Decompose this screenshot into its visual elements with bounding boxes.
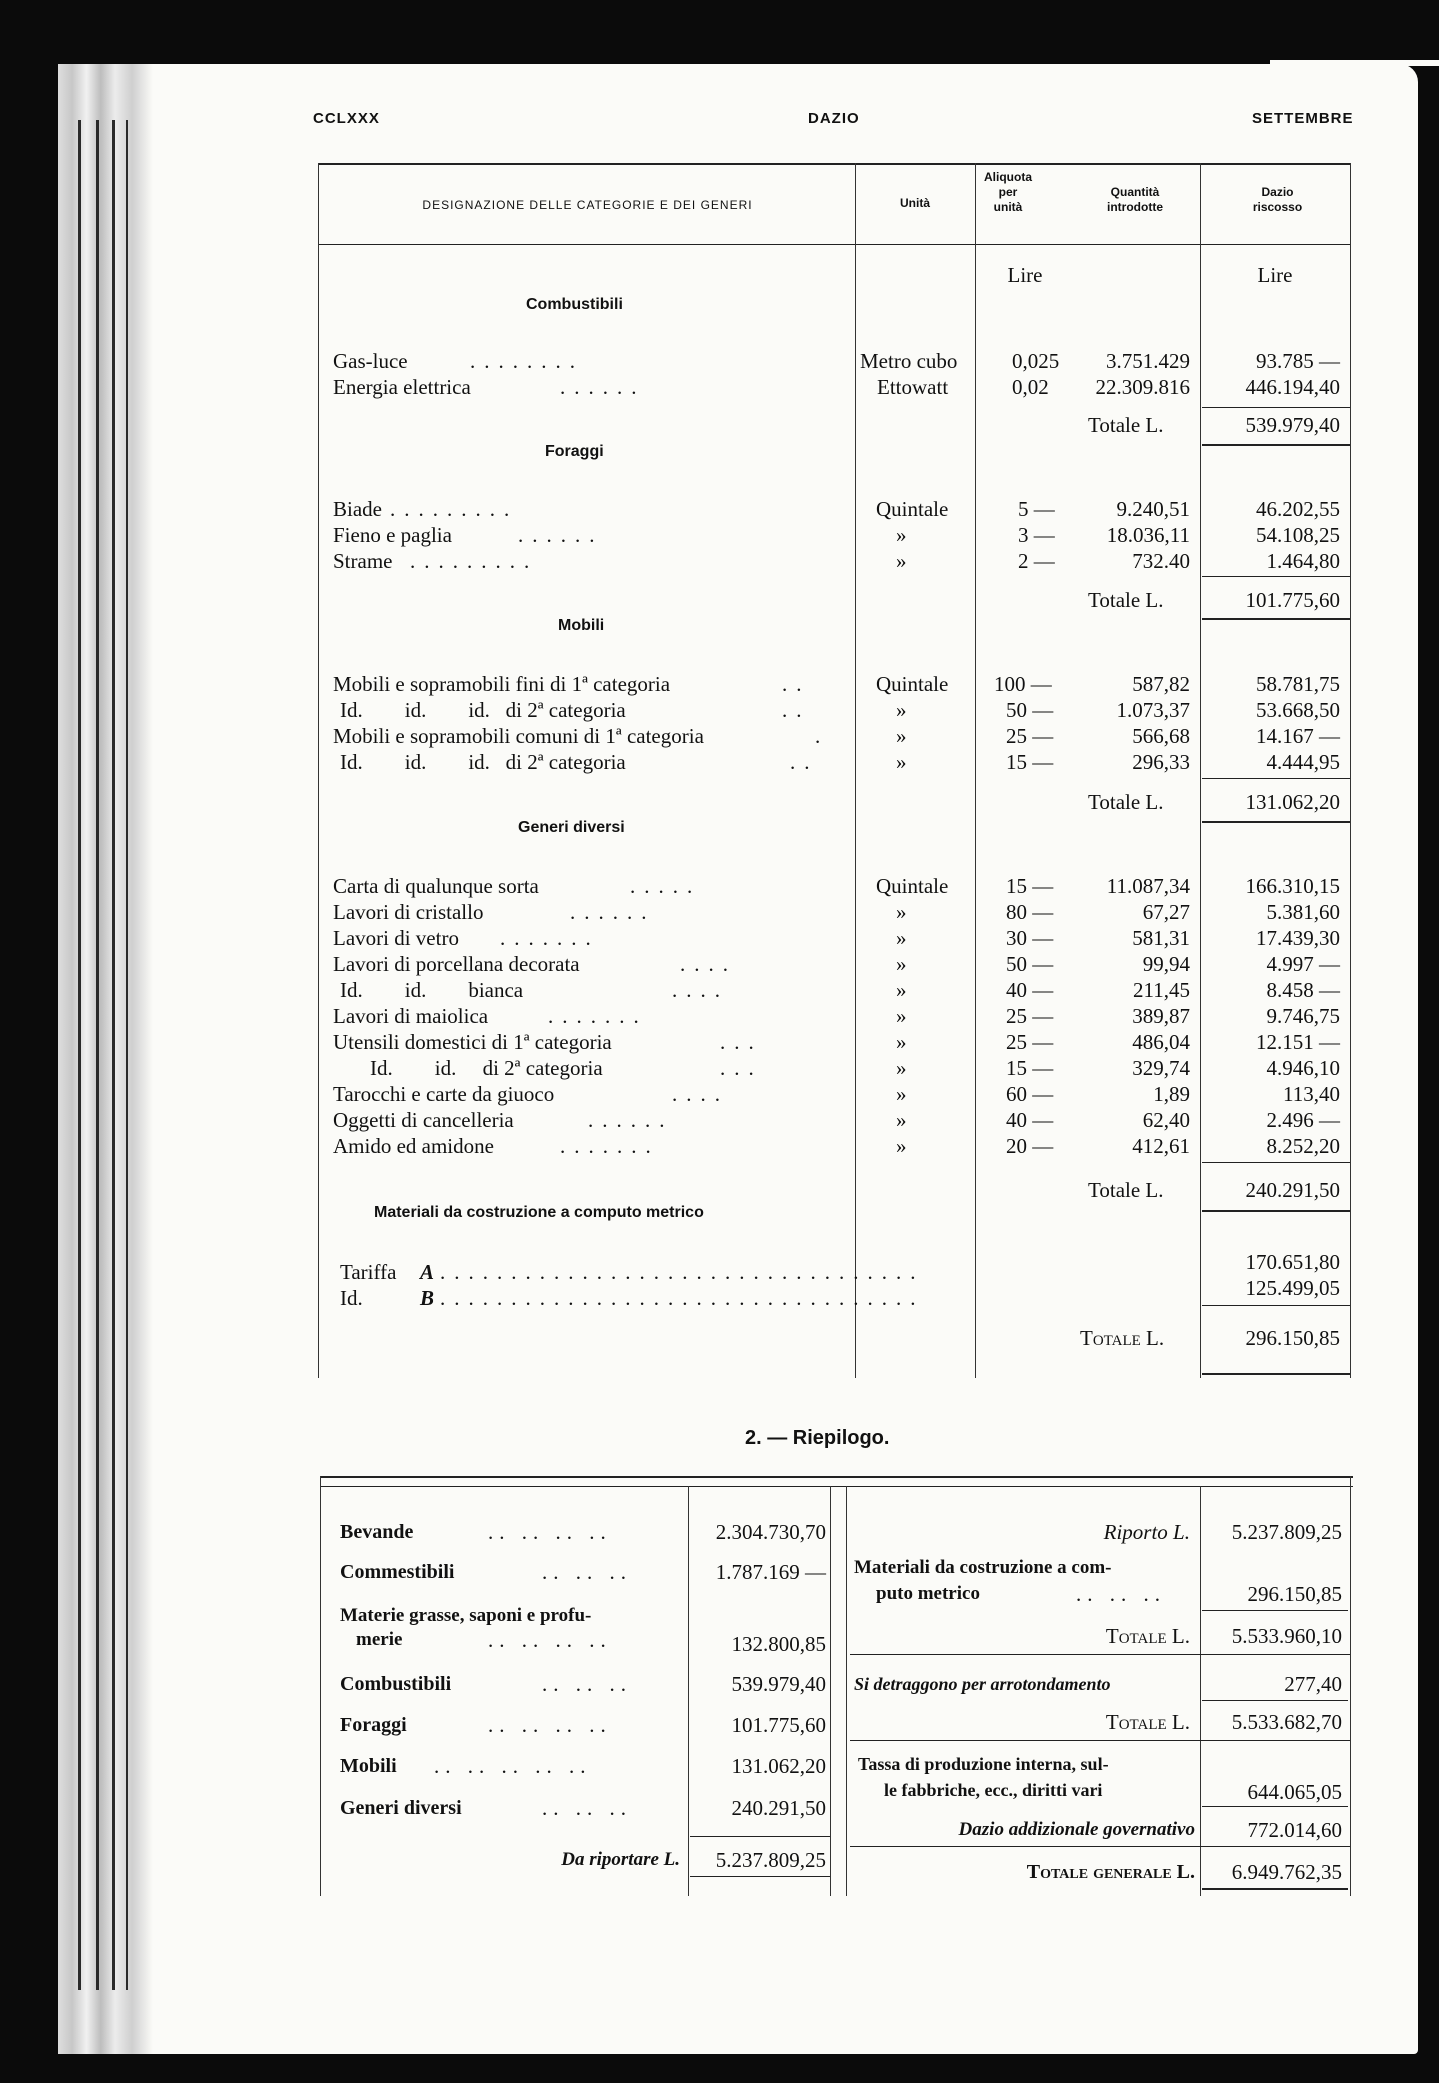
section-total: 296.150,85 — [1245, 1326, 1340, 1350]
total-rule — [1202, 1162, 1350, 1163]
total-rule — [1202, 1610, 1348, 1611]
table-border — [1350, 163, 1351, 1378]
summary-value: 296.150,85 — [1247, 1582, 1342, 1606]
summary-rule — [688, 1486, 689, 1896]
total-rule — [690, 1836, 830, 1837]
grand-total: 6.949.762,35 — [1231, 1860, 1342, 1884]
summary-border — [1350, 1476, 1351, 1896]
total-label: Totale L. — [1088, 413, 1164, 437]
total-label: Totale L. — [1088, 1178, 1164, 1202]
total-rule — [690, 1876, 830, 1877]
summary-rule — [846, 1486, 847, 1896]
column-header-rate: Aliquota per unità — [984, 170, 1032, 214]
table-top-rule — [318, 163, 1351, 165]
summary-label: Riporto L. — [1103, 1520, 1190, 1544]
section-title: Combustibili — [526, 296, 623, 313]
column-header-quantity: Quantità introdotte — [1107, 185, 1163, 214]
total-rule — [1202, 1210, 1350, 1212]
running-title: DAZIO — [808, 110, 860, 127]
total-label: Totale L. — [1080, 1326, 1165, 1350]
section-total: 101.775,60 — [1245, 588, 1340, 612]
total-rule — [1202, 1373, 1350, 1375]
total-label: Totale L. — [1088, 588, 1164, 612]
total-rule — [1202, 778, 1350, 779]
column-header-duty: Dazio riscosso — [1252, 185, 1303, 214]
carry-forward-label: Da riportare L. — [561, 1849, 680, 1870]
summary-title: 2. — Riepilogo. — [745, 1427, 890, 1449]
table-header-rule — [318, 244, 1351, 245]
spine-edge — [78, 120, 81, 1990]
summary-value: 5.533.682,70 — [1231, 1710, 1342, 1734]
total-rule — [1202, 618, 1350, 620]
carry-forward-total: 5.237.809,25 — [715, 1848, 826, 1872]
summary-label: le fabbriche, ecc., diritti vari — [884, 1780, 1103, 1800]
total-rule — [1202, 444, 1350, 446]
summary-value: 277,40 — [1284, 1672, 1342, 1696]
summary-top-rule — [320, 1476, 1353, 1478]
column-rule — [975, 163, 976, 1378]
summary-label: Totale L. — [1105, 1710, 1190, 1734]
summary-label: Totale L. — [1105, 1624, 1190, 1648]
grand-total-label: Totale generale L. — [1026, 1861, 1195, 1883]
section-total: 240.291,50 — [1245, 1178, 1340, 1202]
section-title: Foraggi — [545, 443, 604, 460]
table-border — [318, 163, 319, 1378]
section-title: Mobili — [558, 617, 605, 634]
summary-top-rule — [320, 1486, 1353, 1487]
total-rule — [1202, 1888, 1348, 1890]
total-rule — [1202, 1305, 1350, 1306]
total-rule — [1202, 821, 1350, 823]
summary-label: Dazio addizionale governativo — [958, 1819, 1195, 1840]
spine-edge — [112, 120, 115, 1990]
section-total: 539.979,40 — [1245, 413, 1340, 437]
total-rule — [1202, 1700, 1348, 1701]
section-total: 131.062,20 — [1245, 790, 1340, 814]
summary-value: 5.533.960,10 — [1231, 1624, 1342, 1648]
page-number: CCLXXX — [313, 110, 380, 127]
total-label: Totale L. — [1088, 790, 1164, 814]
row-rule — [850, 1846, 1350, 1847]
book-spine — [58, 64, 153, 2054]
summary-rule — [830, 1486, 831, 1896]
total-rule — [1202, 576, 1350, 577]
column-header-unit: Unità — [900, 196, 930, 210]
spine-edge — [96, 120, 99, 1990]
summary-label: puto metrico — [876, 1583, 980, 1604]
column-rule — [855, 163, 856, 1378]
column-header-designation: DESIGNAZIONE DELLE CATEGORIE E DEI GENERI — [422, 198, 753, 212]
running-month: SETTEMBRE — [1252, 110, 1354, 127]
summary-label: Tassa di produzione interna, sul- — [858, 1754, 1109, 1774]
spine-edge — [126, 120, 128, 1990]
summary-value: 644.065,05 — [1247, 1780, 1342, 1804]
summary-value: 772.014,60 — [1247, 1818, 1342, 1842]
summary-value: 5.237.809,25 — [1231, 1520, 1342, 1544]
section-title: Materiali da costruzione a computo metrico — [374, 1204, 704, 1221]
page-corner — [1270, 60, 1439, 66]
row-rule — [850, 1654, 1350, 1655]
total-rule — [1202, 1806, 1348, 1807]
summary-border — [320, 1476, 321, 1896]
section-title: Generi diversi — [518, 819, 625, 836]
summary-label: Materiali da costruzione a com- — [854, 1557, 1112, 1578]
unit-label-lire: Lire — [1007, 263, 1043, 287]
row-rule — [850, 1740, 1350, 1741]
total-rule — [1202, 407, 1350, 408]
summary-rule — [1200, 1486, 1201, 1896]
unit-label-lire: Lire — [1257, 263, 1293, 287]
summary-label: Si detraggono per arrotondamento — [854, 1674, 1111, 1694]
